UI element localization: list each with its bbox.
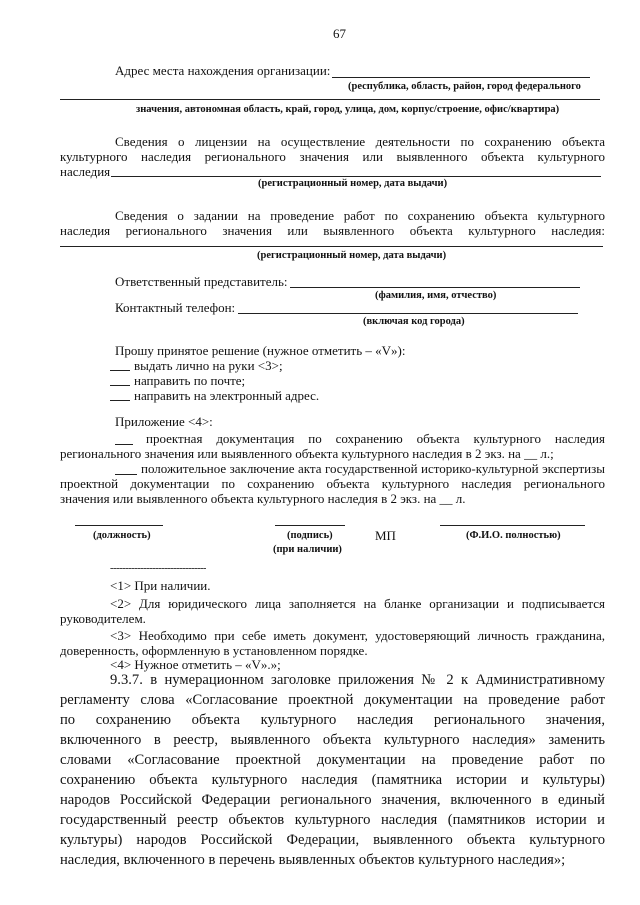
footnote-4: <4> Нужное отметить – «V».»; (110, 657, 281, 672)
address-line-1[interactable] (332, 77, 590, 78)
signature-hint: (подпись) (287, 530, 333, 541)
phone-input-line[interactable] (238, 313, 578, 314)
phone-hint: (включая код города) (363, 316, 465, 327)
task-input-line[interactable] (60, 246, 603, 247)
position-line[interactable] (75, 525, 163, 526)
amendment-line-1: 9.3.7. в нумерационном заголовке приложения № 2 к Административному (110, 672, 605, 688)
task-line-1: Сведения о задании на проведение работ по сохранению объекта культурного (115, 208, 605, 223)
amendment-line-10: наследия, включенного в перечень выявленных объектов культурного наследия»; (60, 852, 566, 868)
decision-checkbox-1[interactable] (110, 370, 130, 371)
address-line-2[interactable] (60, 99, 600, 100)
representative-label: Ответственный представитель: (115, 274, 288, 289)
decision-option-1: выдать лично на руки <3>; (134, 358, 283, 373)
amendment-line-8: государственный реестр объектов культурного наследия (памятников истории и (60, 812, 605, 828)
amendment-line-3: по сохранению объекта культурного наследия регионального значения, (60, 712, 605, 728)
license-line-1: Сведения о лицензии на осуществление деятельности по сохранению объекта (115, 134, 605, 149)
signature-line[interactable] (275, 525, 345, 526)
name-line[interactable] (440, 525, 585, 526)
representative-hint: (фамилия, имя, отчество) (375, 290, 497, 301)
position-hint: (должность) (93, 530, 151, 541)
attachment-title: Приложение <4>: (115, 414, 213, 429)
attachment-item-2-line-2: проектной документации по сохранению объекта культурного наследия регионального (60, 476, 605, 491)
amendment-line-2: регламенту слова «Согласование проектной документации на проведение работ (60, 692, 605, 708)
signature-note: (при наличии) (273, 544, 342, 555)
attachment-checkbox-1[interactable] (115, 444, 133, 445)
footnote-divider: -------------------------------- (110, 563, 206, 574)
license-line-2: культурного наследия регионального значения или выявленного объекта культурного (60, 149, 605, 164)
amendment-line-5: словами «Согласование проектной документации на проведение работ по (60, 752, 605, 768)
attachment-item-1-line-2: регионального значения или выявленного объекта культурного наследия в 2 экз. на __ л.; (60, 446, 554, 461)
task-hint: (регистрационный номер, дата выдачи) (257, 250, 447, 261)
amendment-line-7: народов Российской Федерации регионального значения, включенного в единый (60, 792, 605, 808)
page-number: 67 (333, 26, 346, 41)
attachment-item-2-line-1: положительное заключение акта государственной историко-культурной экспертизы (141, 461, 605, 476)
representative-input-line[interactable] (290, 287, 580, 288)
footnote-3-line-2: доверенность, оформленную в установленном порядке. (60, 643, 368, 658)
license-input-line[interactable] (111, 176, 601, 177)
amendment-line-6: сохранению объекта культурного наследия (памятника истории и культуры) (60, 772, 605, 788)
license-line-3: наследия (60, 164, 111, 179)
license-hint: (регистрационный номер, дата выдачи) (258, 178, 448, 189)
decision-option-3: направить на электронный адрес. (134, 388, 320, 403)
decision-option-2: направить по почте; (134, 373, 246, 388)
address-hint-1: (республика, область, район, город федерального (348, 81, 581, 92)
task-line-2: наследия регионального значения или выявленного объекта культурного наследия: (60, 223, 605, 238)
attachment-item-2-line-3: значения или выявленного объекта культурного наследия в 2 экз. на __ л. (60, 491, 466, 506)
amendment-line-4: включенного в реестр, выявленного объекта культурного наследия» заменить (60, 732, 605, 748)
decision-checkbox-3[interactable] (110, 400, 130, 401)
attachment-item-1-line-1: проектная документация по сохранению объекта культурного наследия (146, 431, 605, 446)
amendment-line-9: культуры) народов Российской Федерации, выявленного объекта культурного (60, 832, 605, 848)
footnote-2-line-1: <2> Для юридического лица заполняется на бланке организации и подписывается (110, 596, 605, 611)
footnote-2-line-2: руководителем. (60, 611, 146, 626)
name-hint: (Ф.И.О. полностью) (466, 530, 561, 541)
address-hint-2: значения, автономная область, край, город, улица, дом, корпус/строение, офис/квартира) (136, 104, 560, 115)
footnote-3-line-1: <3> Необходимо при себе иметь документ, удостоверяющий личность гражданина, (110, 628, 605, 643)
address-label: Адрес места нахождения организации: (115, 63, 331, 78)
stamp-mark: МП (375, 528, 396, 543)
footnote-1: <1> При наличии. (110, 578, 211, 593)
phone-label: Контактный телефон: (115, 300, 236, 315)
decision-checkbox-2[interactable] (110, 385, 130, 386)
decision-title: Прошу принятое решение (нужное отметить – «V»): (115, 343, 406, 358)
attachment-checkbox-2[interactable] (115, 474, 137, 475)
